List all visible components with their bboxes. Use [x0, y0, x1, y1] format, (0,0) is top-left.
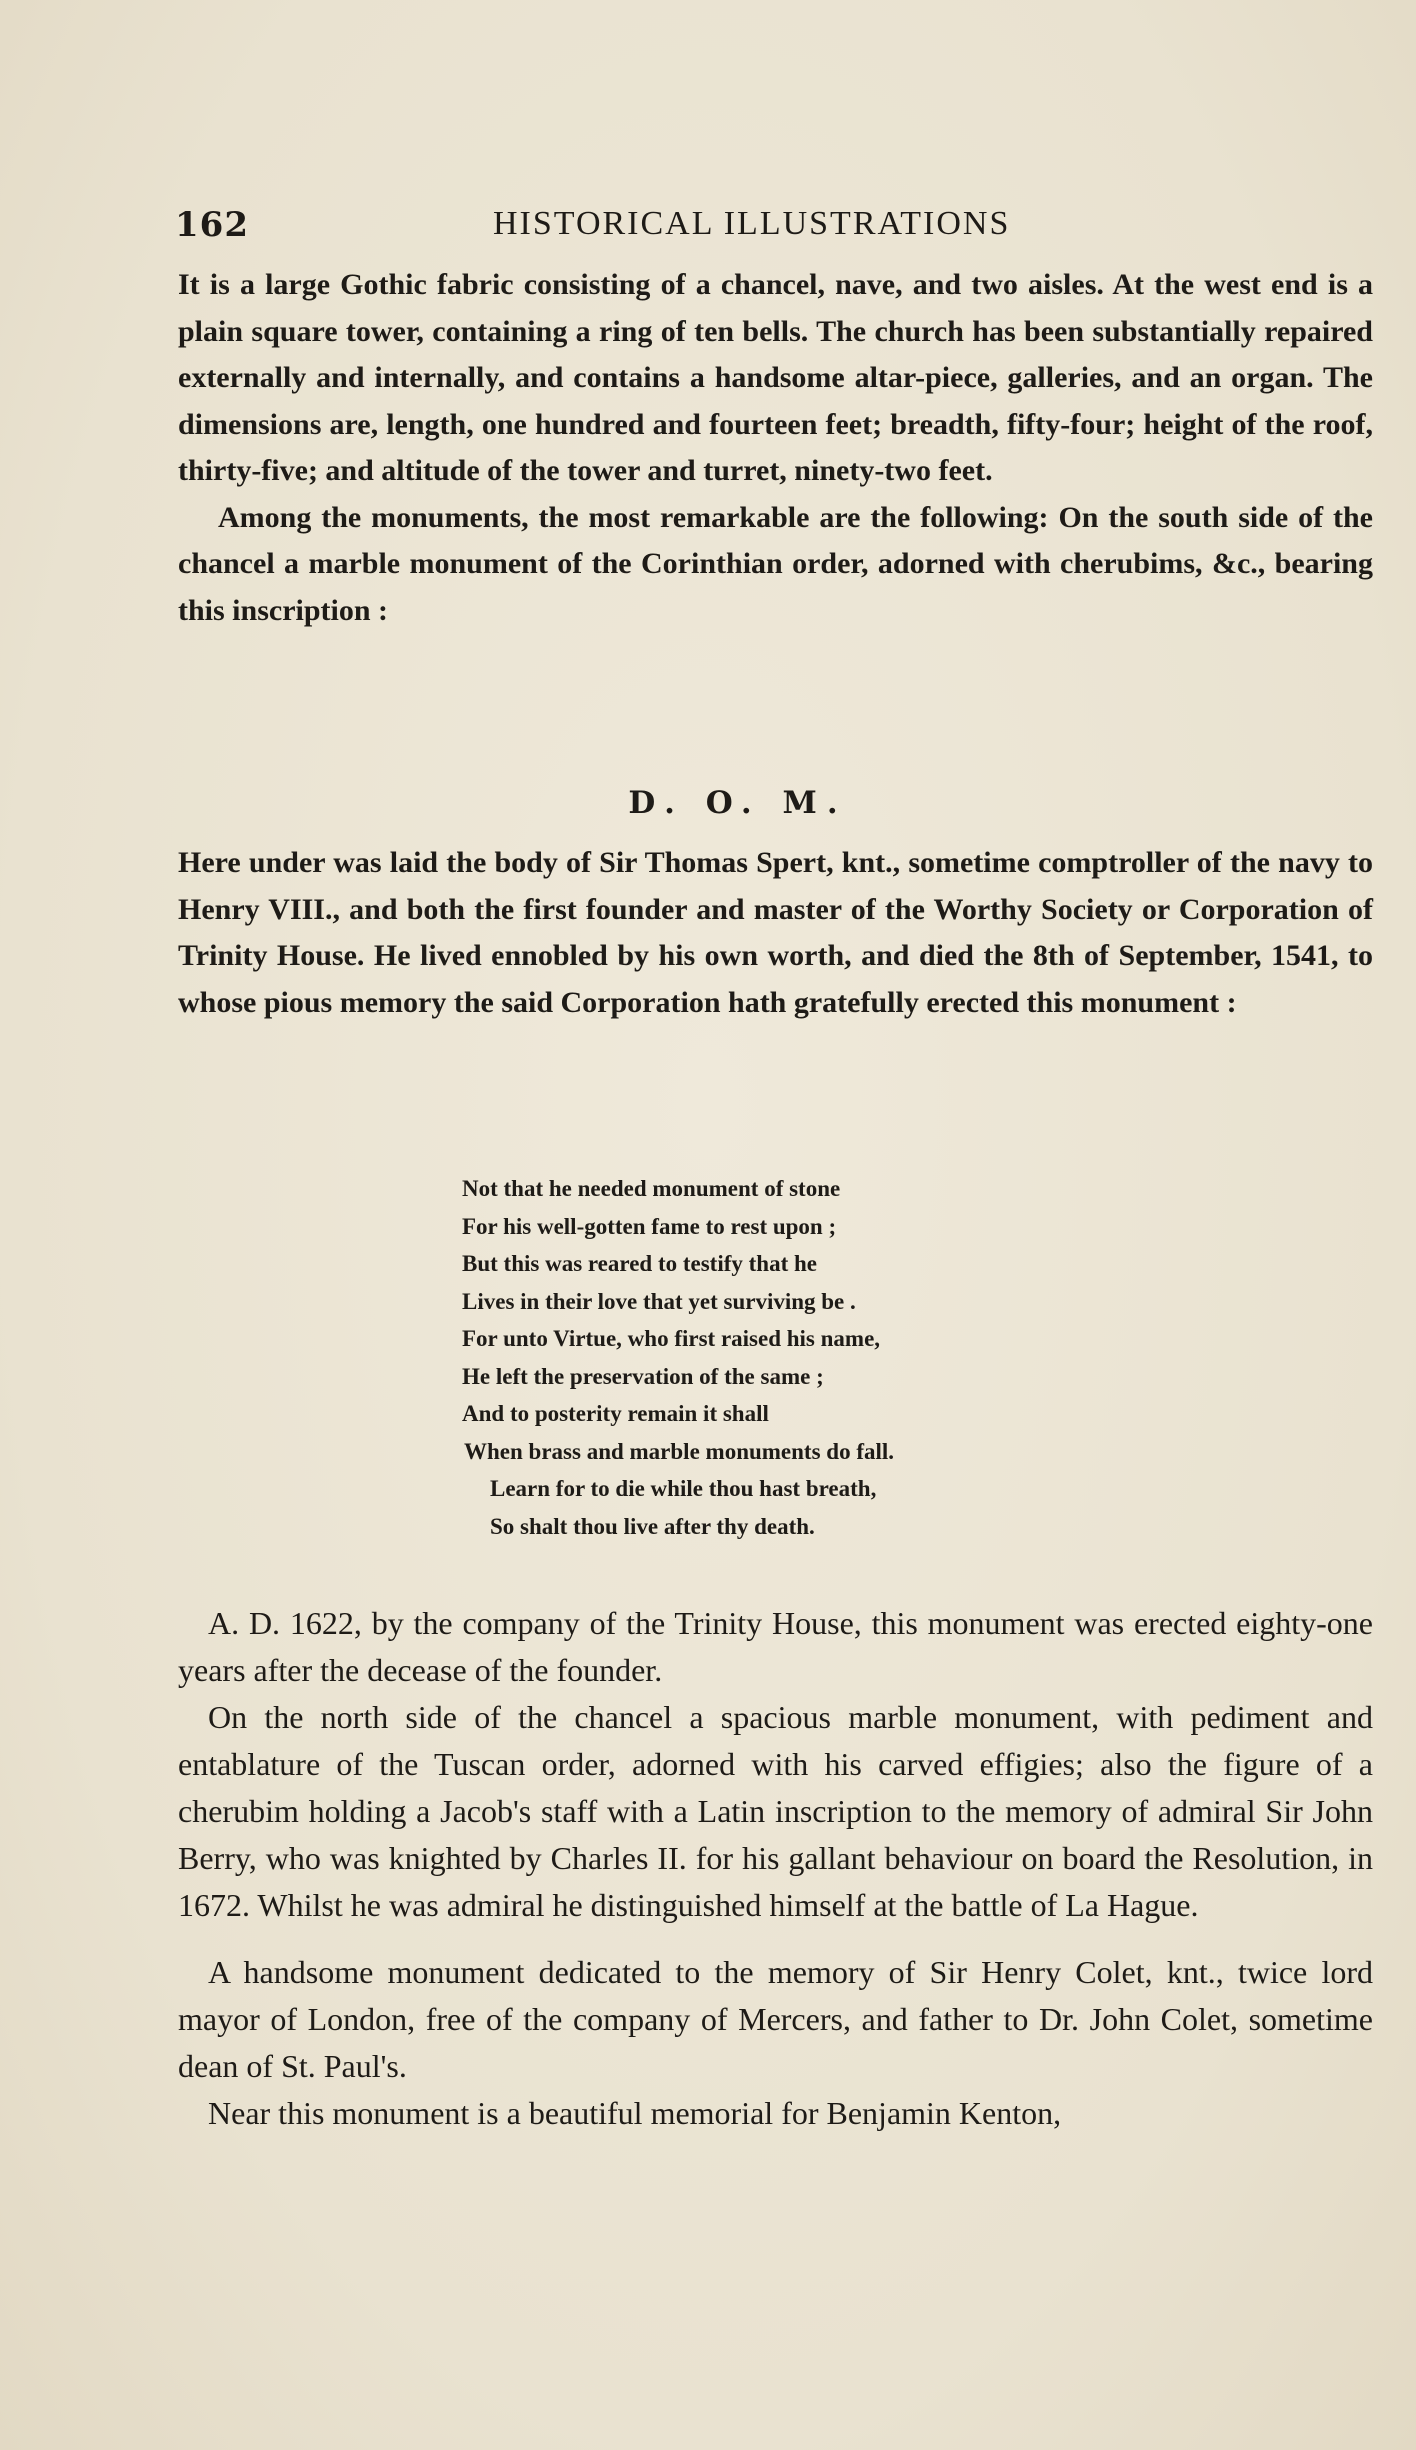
- verse-line: He left the preservation of the same ;: [462, 1363, 824, 1389]
- inscription-heading: D. O. M.: [628, 785, 848, 821]
- verse-line: Learn for to die while thou hast breath,: [490, 1476, 877, 1501]
- verse-line: When brass and marble monuments do fall.: [464, 1438, 895, 1464]
- paragraph-church-fabric: It is a large Gothic fabric consisting of a chancel, nave, and two aisles. At the west end is a plain square tower, containing a ring of ten bells. The church has been substantially repaired externally and internally, and contains a handsome altar-piece, galleries, and an organ. The dimensions are, length, one hundred and fourteen feet; breadth, fifty-four; height of the roof, thirty-five; and altitude of the tower and turret, ninety-two feet.: [178, 268, 1373, 487]
- verse-line: For unto Virtue, who first raised his name,: [462, 1326, 881, 1351]
- verse-line: But this was reared to testify that he: [462, 1251, 817, 1276]
- text-block-other-monuments: [178, 1600, 1373, 2137]
- verse-line: Not that he needed monument of stone: [462, 1176, 841, 1201]
- verse-line: And to posterity remain it shall: [462, 1401, 769, 1426]
- paragraph-monuments-intro: Among the monuments, the most remarkable are the following: On the south side of the chancel a marble monument of the Corinthian order, adorned with cherubims, &c., bearing this inscription :: [178, 500, 1373, 627]
- paragraph-trinity-date: A. D. 1622, by the company of the Trinity House, this monument was erected eighty-one years after the decease of the founder.: [178, 1605, 1373, 1688]
- paragraph-colet-monument: A handsome monument dedicated to the memory of Sir Henry Colet, knt., twice lord mayor of London, free of the company of Mercers, and father to Dr. John Colet, sometime dean of St. Paul's.: [178, 1954, 1373, 2084]
- text-block-church-description: [178, 262, 1373, 634]
- verse-line: Lives in their love that yet surviving be .: [462, 1288, 856, 1314]
- page-number: 162: [175, 205, 249, 245]
- verse-line: So shalt thou live after thy death.: [490, 1513, 815, 1539]
- paragraph-spert-epitaph: Here under was laid the body of Sir Thomas Spert, knt., sometime comptroller of the navy to Henry VIII., and both the first founder and master of the Worthy Society or Corporation of Trinity House. He lived ennobled by his own worth, and died the 8th of September, 1541, to whose pious memory the said Corporation hath gratefully erected this monument :: [178, 846, 1373, 1019]
- page-header: [175, 205, 1225, 255]
- paragraph-kenton-memorial: Near this monument is a beautiful memorial for Benjamin Kenton,: [208, 2095, 1062, 2131]
- epitaph-verse: [462, 1170, 1162, 1545]
- running-title: HISTORICAL ILLUSTRATIONS: [493, 205, 1011, 242]
- paragraph-berry-monument: On the north side of the chancel a spacious marble monument, with pediment and entablature of the Tuscan order, adorned with his carved effigies; also the figure of a cherubim holding a Jacob's staff with a Latin inscription to the memory of admiral Sir John Berry, who was knighted by Charles II. for his gallant behaviour on board the Resolution, in 1672. Whilst he was admiral he distinguished himself at the battle of La Hague.: [178, 1699, 1373, 1923]
- verse-line: For his well-gotten fame to rest upon ;: [462, 1213, 837, 1239]
- text-block-spert-inscription: [178, 840, 1373, 1026]
